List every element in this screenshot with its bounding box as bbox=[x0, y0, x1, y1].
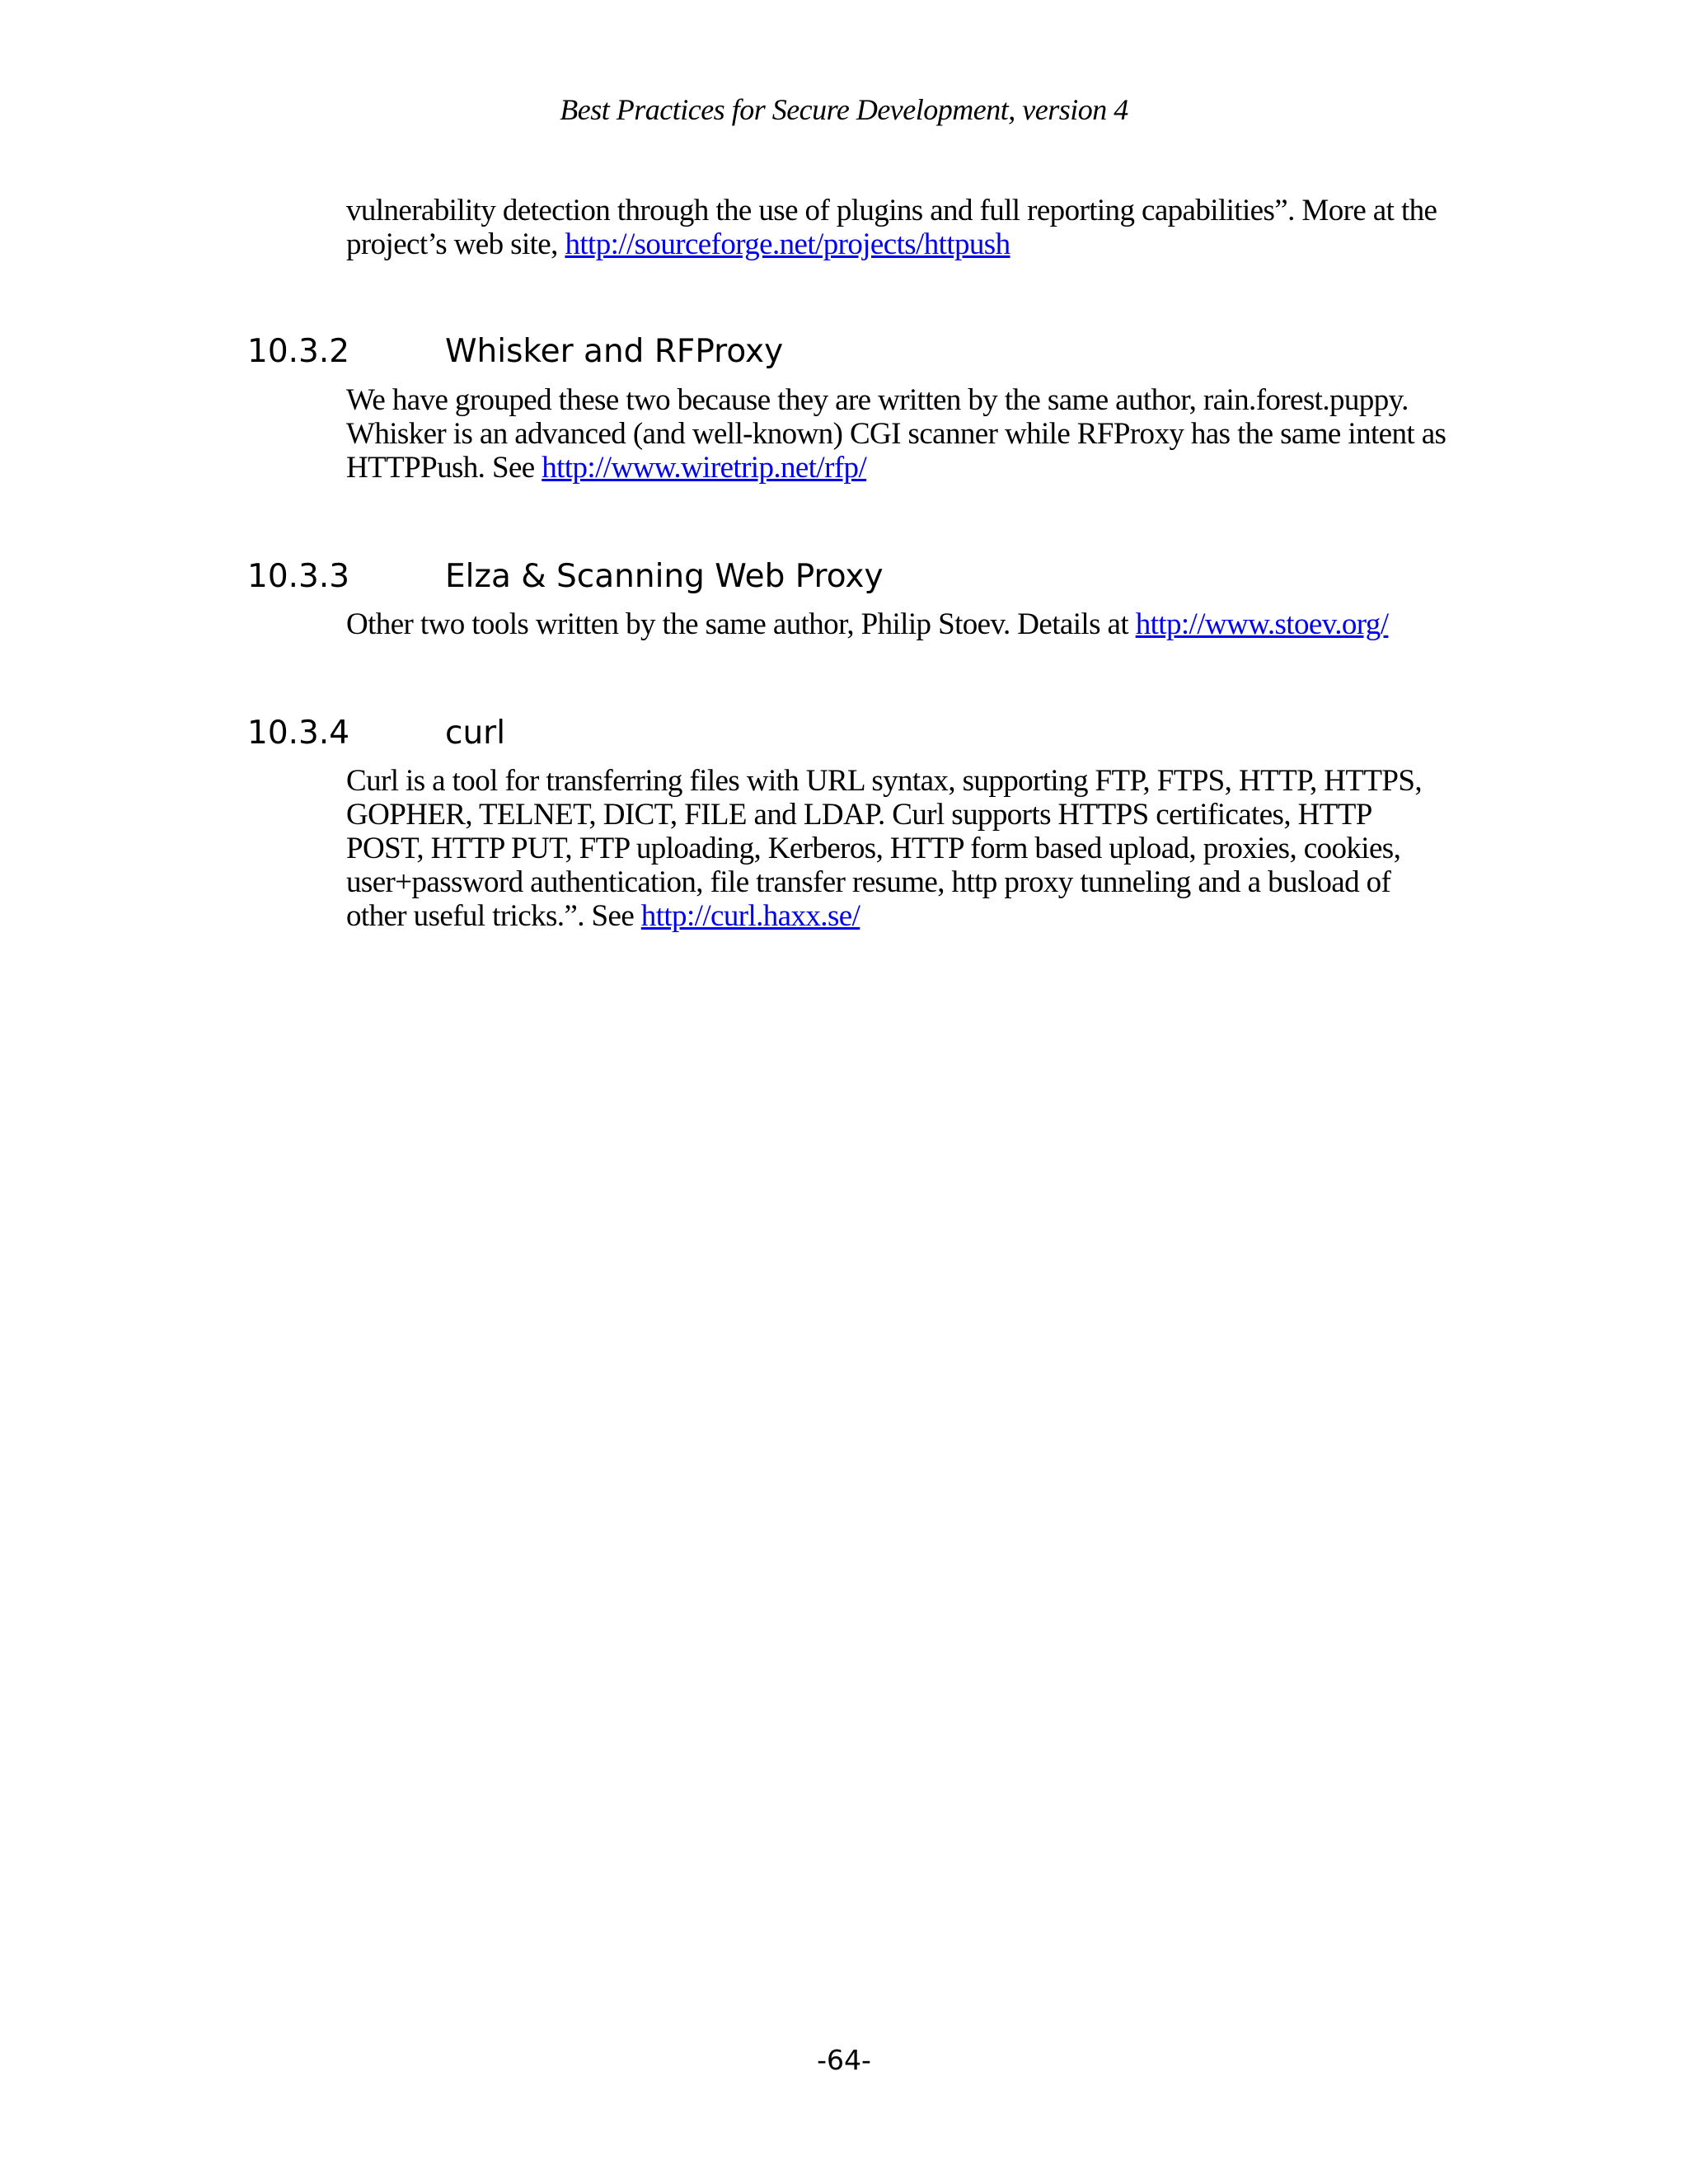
curl-link[interactable]: http://curl.haxx.se/ bbox=[640, 899, 860, 933]
section-text: We have grouped these two because they are written by the same author, rain.forest.puppy. Whisker is an advanced (and well-known) CGI scanner while RFProxy has the same intent as HTTPPush. See bbox=[346, 383, 1447, 485]
intro-text: vulnerability detection through the use of plugins and full reporting capabilities”. More at the project’s web site, bbox=[346, 194, 1437, 261]
wiretrip-link[interactable]: http://www.wiretrip.net/rfp/ bbox=[542, 451, 867, 485]
section-title: Whisker and RFProxy bbox=[445, 333, 784, 370]
page-number: -64- bbox=[817, 2044, 871, 2076]
section-text: Other two tools written by the same author, Philip Stoev. Details at bbox=[346, 607, 1136, 641]
section-paragraph-elza bbox=[346, 607, 1455, 641]
section-heading-elza bbox=[247, 559, 884, 595]
section-title: curl bbox=[445, 715, 506, 752]
section-heading-curl bbox=[247, 715, 505, 752]
section-text: Curl is a tool for transferring files with URL syntax, supporting FTP, FTPS, HTTP, HTTPS, GOPHER, TELNET, DICT, FILE and LDAP. Curl supports HTTPS certificates, HTTP POST, HTTP PUT, FTP uploading, Kerberos, HTTP form based upload, proxies, cookies, user+password authentication, file transfer resume, http proxy tunneling and a busload of other useful tricks.”. See bbox=[346, 764, 1422, 933]
section-number: 10.3.4 bbox=[247, 715, 350, 752]
httpush-link[interactable]: http://sourceforge.net/projects/httpush bbox=[565, 227, 1010, 261]
section-number: 10.3.2 bbox=[247, 333, 350, 370]
section-title: Elza & Scanning Web Proxy bbox=[445, 558, 884, 595]
section-paragraph-curl bbox=[346, 764, 1455, 933]
section-number: 10.3.3 bbox=[247, 558, 350, 595]
stoev-link[interactable]: http://www.stoev.org/ bbox=[1135, 607, 1389, 641]
section-heading-whisker bbox=[247, 334, 783, 370]
running-header: Best Practices for Secure Development, version 4 bbox=[560, 93, 1128, 126]
section-paragraph-whisker bbox=[346, 383, 1455, 485]
intro-paragraph bbox=[346, 194, 1455, 261]
